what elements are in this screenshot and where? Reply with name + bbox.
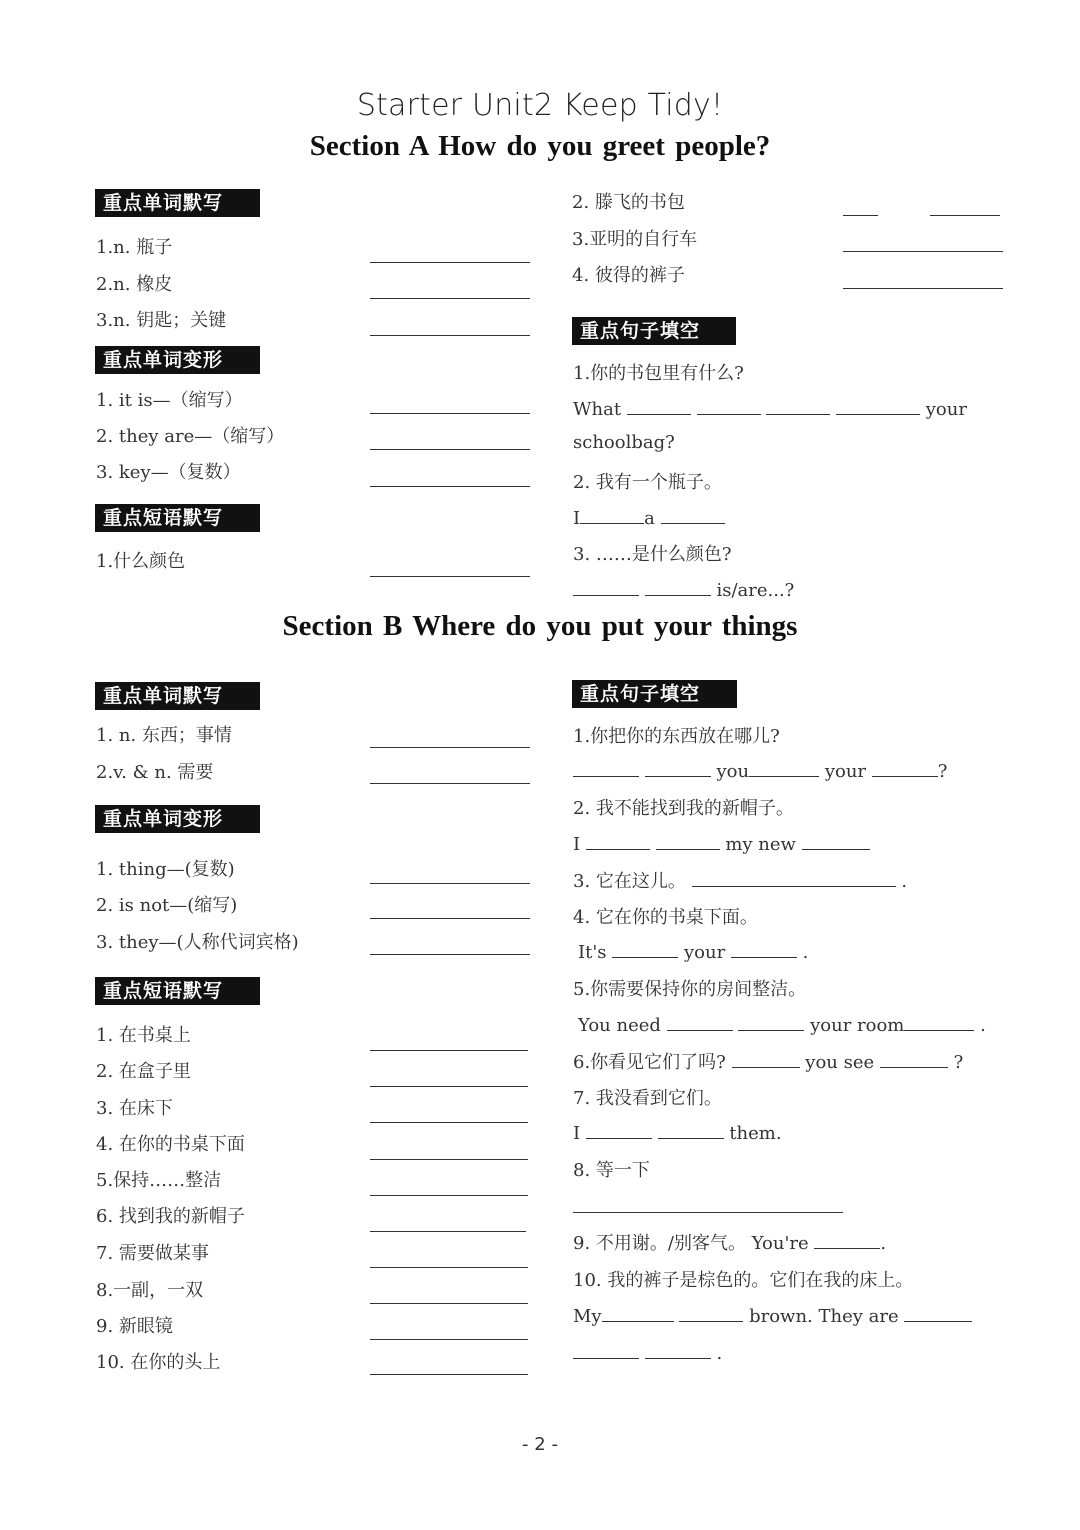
answer-line: [370, 413, 530, 414]
sentence-text: It's: [578, 942, 607, 963]
blank: [627, 396, 691, 415]
answer-line: [370, 298, 530, 299]
sentence-cn: 4. 它在你的书桌下面。: [573, 907, 758, 928]
sentence-cn: 9. 不用谢。/别客气。: [573, 1233, 746, 1254]
blank: [645, 758, 711, 777]
phrase-item: 1.什么颜色: [96, 551, 186, 572]
sentence-text: I: [573, 1123, 581, 1144]
phrase-item: 10. 在你的头上: [96, 1352, 221, 1373]
section-b-title: Section B Where do you put your things: [282, 610, 798, 642]
sentence-en: [573, 1229, 886, 1255]
form-item: 2. is not—(缩写): [96, 895, 238, 916]
phrase-item: 7. 需要做某事: [96, 1243, 209, 1264]
blank: [904, 1012, 974, 1031]
answer-line: [370, 1195, 528, 1196]
answer-line: [370, 576, 530, 577]
phrase-item: 1. 在书桌上: [96, 1025, 191, 1046]
blank: [661, 505, 725, 524]
sentence-text: you: [716, 761, 750, 782]
sentence-text: You need: [578, 1015, 661, 1036]
phrase-item: 6. 找到我的新帽子: [96, 1206, 245, 1227]
answer-line: [370, 1303, 528, 1304]
sentence-en: [573, 1048, 963, 1074]
blank: [580, 505, 644, 524]
section-a-vocab-label: 重点单词默写: [95, 189, 260, 217]
vocab-item: 2.n. 橡皮: [96, 274, 173, 295]
section-b-sentences-label: 重点句子填空: [572, 680, 737, 708]
section-a-sentences-label: 重点句子填空: [572, 317, 736, 345]
sentence-cn: 3. 它在这儿。: [573, 871, 686, 892]
sentence-text: your: [824, 761, 867, 782]
answer-line: [370, 486, 530, 487]
sentence-en: schoolbag?: [573, 432, 675, 453]
blank: [645, 577, 711, 596]
sentence-en: [573, 396, 967, 420]
sentence-text: .: [802, 942, 809, 963]
answer-line: [843, 288, 1003, 289]
answer-line: [843, 215, 878, 216]
sentence-cn: 8. 等一下: [573, 1160, 650, 1181]
phrase-item: 5.保持……整洁: [96, 1170, 222, 1191]
sentence-text: I: [573, 834, 581, 855]
sentence-en: [573, 1340, 722, 1364]
answer-line: [370, 262, 530, 263]
section-b-vocab-label: 重点单词默写: [95, 682, 260, 710]
blank: [814, 1230, 880, 1249]
sentence-text: my new: [725, 834, 796, 855]
sentence-text: your room: [810, 1015, 905, 1036]
vocab-item: 2.v. & n. 需要: [96, 762, 214, 783]
blank: [836, 396, 920, 415]
sentence-en: [578, 1012, 986, 1036]
form-item: 2. they are—（缩写）: [96, 426, 285, 447]
answer-line: [370, 883, 530, 884]
phrase-item: 9. 新眼镜: [96, 1316, 173, 1337]
blank: [573, 577, 639, 596]
blank: [872, 758, 938, 777]
sentence-text: My: [573, 1306, 602, 1327]
sentence-en: [573, 831, 870, 855]
phrase-item: 3. 在床下: [96, 1098, 173, 1119]
sentence-text: them.: [729, 1123, 782, 1144]
sentence-cn: 3. ……是什么颜色?: [573, 544, 732, 565]
answer-line: [370, 954, 530, 955]
section-b-phrases-label: 重点短语默写: [95, 977, 260, 1005]
blank: [802, 831, 870, 850]
sentence-en: [573, 1120, 782, 1144]
sentence-cn: 2. 我不能找到我的新帽子。: [573, 798, 794, 819]
answer-line: [370, 783, 530, 784]
phrase-item: 2. 滕飞的书包: [572, 192, 685, 213]
sentence-cn: 6.你看见它们了吗?: [573, 1052, 726, 1073]
blank: [573, 758, 639, 777]
answer-line: [370, 1050, 528, 1051]
blank: [749, 758, 819, 777]
blank: [766, 396, 830, 415]
answer-line: [370, 449, 530, 450]
sentence-text: ?: [937, 761, 948, 782]
blank: [738, 1012, 804, 1031]
blank: [645, 1340, 711, 1359]
sentence-cn: 5.你需要保持你的房间整洁。: [573, 979, 807, 1000]
answer-line: [370, 1339, 528, 1340]
blank: [697, 396, 761, 415]
sentence-text: your: [684, 942, 726, 963]
answer-line: [370, 918, 530, 919]
answer-line: [370, 335, 530, 336]
answer-line: [930, 215, 1000, 216]
sentence-en: [573, 577, 794, 601]
sentence-text: ?: [953, 1052, 964, 1073]
form-item: 3. key—（复数）: [96, 462, 241, 483]
sentence-text: you see: [805, 1052, 875, 1073]
blank: [679, 1303, 743, 1322]
sentence-cn: 7. 我没看到它们。: [573, 1088, 722, 1109]
sentence-cn: 2. 我有一个瓶子。: [573, 472, 722, 493]
blank: [573, 1340, 639, 1359]
sentence-cn: 10. 我的裤子是棕色的。它们在我的床上。: [573, 1270, 914, 1291]
sentence-text: brown. They are: [749, 1306, 899, 1327]
vocab-item: 3.n. 钥匙；关键: [96, 310, 227, 331]
sentence-text: your: [925, 399, 967, 420]
answer-line: [370, 1374, 528, 1375]
page-number: - 2 -: [522, 1434, 558, 1455]
blank: [656, 831, 720, 850]
answer-line: [370, 1231, 526, 1232]
sentence-text: a: [644, 508, 655, 529]
sentence-text: .: [901, 871, 908, 892]
section-a-phrases-label: 重点短语默写: [95, 504, 260, 532]
answer-line: [370, 1267, 528, 1268]
vocab-item: 1. n. 东西；事情: [96, 725, 232, 746]
answer-line: [370, 1122, 528, 1123]
blank: [602, 1303, 674, 1322]
sentence-cn: 1.你的书包里有什么?: [573, 363, 744, 384]
page-title: Starter Unit2 Keep Tidy!: [356, 88, 724, 123]
section-a-title: Section A How do you greet people?: [309, 130, 771, 162]
answer-line: [573, 1212, 843, 1213]
sentence-text: .: [716, 1343, 723, 1364]
sentence-text: is/are...?: [716, 580, 795, 601]
form-item: 1. thing—(复数): [96, 859, 235, 880]
sentence-cn: 1.你把你的东西放在哪儿?: [573, 726, 780, 747]
blank: [904, 1303, 972, 1322]
blank: [692, 868, 896, 887]
blank: [658, 1120, 724, 1139]
form-item: 1. it is—（缩写）: [96, 390, 243, 411]
phrase-item: 8.一副，一双: [96, 1280, 204, 1301]
phrase-item: 4. 在你的书桌下面: [96, 1134, 245, 1155]
sentence-en: [573, 867, 907, 893]
blank: [667, 1012, 733, 1031]
answer-line: [843, 251, 1003, 252]
sentence-en: [573, 1303, 972, 1327]
answer-line: [370, 1159, 528, 1160]
sentence-text: .: [980, 1015, 986, 1036]
sentence-text: .: [880, 1233, 887, 1254]
phrase-item: 3.亚明的自行车: [572, 229, 698, 250]
blank: [880, 1049, 948, 1068]
sentence-text: I: [573, 508, 581, 529]
section-a-forms-label: 重点单词变形: [95, 346, 260, 374]
phrase-item: 2. 在盒子里: [96, 1061, 191, 1082]
vocab-item: 1.n. 瓶子: [96, 237, 173, 258]
sentence-en: [573, 758, 947, 782]
blank: [731, 939, 797, 958]
form-item: 3. they—(人称代词宾格): [96, 932, 299, 953]
answer-line: [370, 1086, 528, 1087]
blank: [586, 831, 650, 850]
blank: [612, 939, 678, 958]
blank: [732, 1049, 800, 1068]
sentence-en: [573, 505, 725, 529]
sentence-text: You're: [751, 1233, 809, 1254]
blank: [586, 1120, 652, 1139]
section-b-forms-label: 重点单词变形: [95, 805, 260, 833]
sentence-text: What: [573, 399, 622, 420]
phrase-item: 4. 彼得的裤子: [572, 265, 685, 286]
sentence-en: [578, 939, 808, 963]
answer-line: [370, 747, 530, 748]
